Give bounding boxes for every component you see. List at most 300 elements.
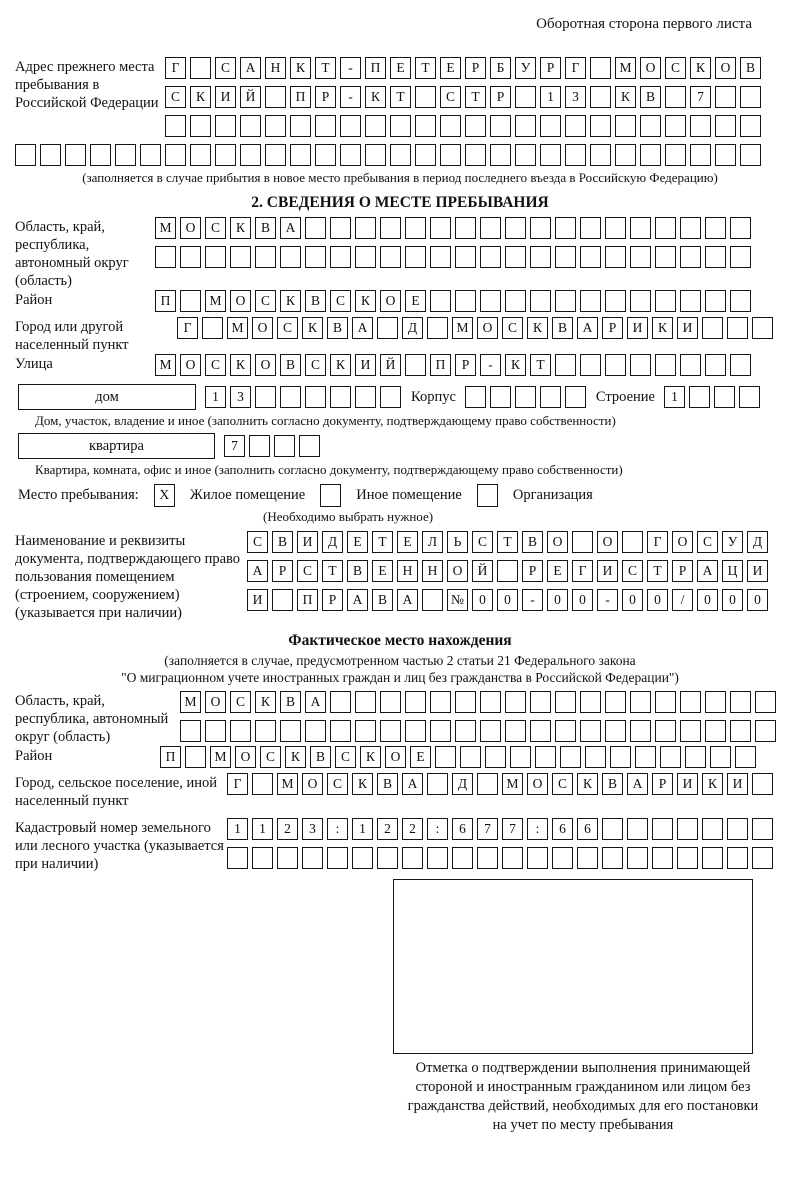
char-box[interactable] xyxy=(627,847,648,869)
char-box[interactable] xyxy=(272,589,293,611)
char-box[interactable]: С xyxy=(277,317,298,339)
char-box[interactable] xyxy=(540,115,561,137)
char-box[interactable]: А xyxy=(627,773,648,795)
char-box[interactable] xyxy=(180,246,201,268)
char-box[interactable]: О xyxy=(547,531,568,553)
char-box[interactable]: С xyxy=(260,746,281,768)
char-box[interactable]: Г xyxy=(227,773,248,795)
char-box[interactable] xyxy=(715,86,736,108)
char-box[interactable]: С xyxy=(165,86,186,108)
char-box[interactable] xyxy=(615,144,636,166)
char-box[interactable]: Г xyxy=(177,317,198,339)
char-box[interactable] xyxy=(330,720,351,742)
char-box[interactable]: К xyxy=(527,317,548,339)
char-box[interactable]: С xyxy=(440,86,461,108)
char-box[interactable]: Е xyxy=(440,57,461,79)
char-box[interactable] xyxy=(555,720,576,742)
char-box[interactable] xyxy=(705,246,726,268)
char-box[interactable]: Б xyxy=(490,57,511,79)
char-box[interactable] xyxy=(680,246,701,268)
char-box[interactable]: И xyxy=(727,773,748,795)
char-box[interactable] xyxy=(580,290,601,312)
char-box[interactable] xyxy=(490,115,511,137)
char-box[interactable] xyxy=(305,386,326,408)
char-box[interactable] xyxy=(690,144,711,166)
char-box[interactable] xyxy=(655,354,676,376)
char-box[interactable]: А xyxy=(280,217,301,239)
char-box[interactable] xyxy=(515,86,536,108)
char-box[interactable] xyxy=(252,847,273,869)
char-box[interactable] xyxy=(352,847,373,869)
char-box[interactable] xyxy=(730,290,751,312)
char-box[interactable]: К xyxy=(352,773,373,795)
char-box[interactable] xyxy=(630,691,651,713)
char-box[interactable]: - xyxy=(522,589,543,611)
char-box[interactable] xyxy=(605,217,626,239)
char-box[interactable] xyxy=(465,115,486,137)
char-box[interactable]: Т xyxy=(315,57,336,79)
char-box[interactable]: А xyxy=(240,57,261,79)
char-box[interactable] xyxy=(630,354,651,376)
char-box[interactable] xyxy=(652,818,673,840)
char-box[interactable]: В xyxy=(310,746,331,768)
char-box[interactable] xyxy=(730,720,751,742)
char-box[interactable]: В xyxy=(640,86,661,108)
char-box[interactable]: 3 xyxy=(230,386,251,408)
char-box[interactable]: С xyxy=(327,773,348,795)
char-box[interactable]: В xyxy=(522,531,543,553)
char-box[interactable] xyxy=(605,246,626,268)
char-box[interactable]: О xyxy=(527,773,548,795)
char-box[interactable] xyxy=(280,720,301,742)
char-box[interactable] xyxy=(405,354,426,376)
char-box[interactable]: И xyxy=(215,86,236,108)
char-box[interactable]: Е xyxy=(347,531,368,553)
char-box[interactable]: 1 xyxy=(205,386,226,408)
char-box[interactable]: М xyxy=(155,354,176,376)
char-box[interactable] xyxy=(705,290,726,312)
char-box[interactable]: И xyxy=(297,531,318,553)
char-box[interactable] xyxy=(635,746,656,768)
char-box[interactable] xyxy=(480,217,501,239)
char-box[interactable]: О xyxy=(205,691,226,713)
char-box[interactable] xyxy=(622,531,643,553)
char-box[interactable] xyxy=(405,691,426,713)
char-box[interactable] xyxy=(165,144,186,166)
char-box[interactable]: Р xyxy=(672,560,693,582)
char-box[interactable] xyxy=(427,847,448,869)
char-box[interactable]: И xyxy=(677,317,698,339)
char-box[interactable]: 1 xyxy=(252,818,273,840)
char-box[interactable] xyxy=(202,317,223,339)
char-box[interactable]: К xyxy=(577,773,598,795)
char-box[interactable] xyxy=(735,746,756,768)
char-box[interactable] xyxy=(377,317,398,339)
char-box[interactable] xyxy=(430,246,451,268)
char-box[interactable] xyxy=(755,691,776,713)
char-box[interactable] xyxy=(505,720,526,742)
char-box[interactable]: Т xyxy=(322,560,343,582)
char-box[interactable]: Р xyxy=(465,57,486,79)
char-box[interactable]: М xyxy=(180,691,201,713)
char-box[interactable] xyxy=(555,217,576,239)
char-box[interactable] xyxy=(740,86,761,108)
char-box[interactable]: И xyxy=(677,773,698,795)
char-box[interactable]: Г xyxy=(572,560,593,582)
char-box[interactable]: К xyxy=(290,57,311,79)
char-box[interactable] xyxy=(305,720,326,742)
char-box[interactable] xyxy=(630,246,651,268)
char-box[interactable] xyxy=(355,386,376,408)
char-box[interactable]: К xyxy=(360,746,381,768)
char-box[interactable] xyxy=(552,847,573,869)
char-box[interactable] xyxy=(630,720,651,742)
char-box[interactable] xyxy=(715,115,736,137)
char-box[interactable] xyxy=(602,847,623,869)
char-box[interactable]: Р xyxy=(540,57,561,79)
char-box[interactable]: Т xyxy=(372,531,393,553)
char-box[interactable] xyxy=(455,290,476,312)
char-box[interactable] xyxy=(665,115,686,137)
char-box[interactable]: 6 xyxy=(552,818,573,840)
char-box[interactable] xyxy=(485,746,506,768)
char-box[interactable] xyxy=(255,246,276,268)
char-box[interactable] xyxy=(530,217,551,239)
char-box[interactable]: Р xyxy=(522,560,543,582)
char-box[interactable]: О xyxy=(640,57,661,79)
char-box[interactable] xyxy=(377,847,398,869)
char-box[interactable]: С xyxy=(472,531,493,553)
char-box[interactable] xyxy=(230,246,251,268)
char-box[interactable] xyxy=(540,144,561,166)
char-box[interactable] xyxy=(652,847,673,869)
char-box[interactable]: 0 xyxy=(472,589,493,611)
char-box[interactable]: В xyxy=(280,354,301,376)
char-box[interactable]: К xyxy=(505,354,526,376)
char-box[interactable] xyxy=(640,144,661,166)
char-box[interactable] xyxy=(299,435,320,457)
char-box[interactable]: 6 xyxy=(577,818,598,840)
char-box[interactable] xyxy=(752,317,773,339)
char-box[interactable]: Д xyxy=(452,773,473,795)
char-box[interactable] xyxy=(702,818,723,840)
char-box[interactable]: 7 xyxy=(477,818,498,840)
char-box[interactable]: Е xyxy=(390,57,411,79)
char-box[interactable] xyxy=(455,217,476,239)
char-box[interactable] xyxy=(215,144,236,166)
char-box[interactable]: С xyxy=(335,746,356,768)
char-box[interactable] xyxy=(565,144,586,166)
char-box[interactable] xyxy=(380,691,401,713)
char-box[interactable]: С xyxy=(305,354,326,376)
char-box[interactable] xyxy=(480,691,501,713)
char-box[interactable] xyxy=(580,246,601,268)
char-box[interactable]: А xyxy=(247,560,268,582)
char-box[interactable] xyxy=(689,386,710,408)
char-box[interactable] xyxy=(655,691,676,713)
char-box[interactable] xyxy=(430,720,451,742)
char-box[interactable]: Р xyxy=(455,354,476,376)
char-box[interactable]: О xyxy=(302,773,323,795)
char-box[interactable]: Т xyxy=(530,354,551,376)
char-box[interactable] xyxy=(315,144,336,166)
char-box[interactable] xyxy=(715,144,736,166)
char-box[interactable]: - xyxy=(340,86,361,108)
char-box[interactable]: О xyxy=(380,290,401,312)
char-box[interactable]: 0 xyxy=(572,589,593,611)
char-box[interactable]: Е xyxy=(547,560,568,582)
char-box[interactable]: : xyxy=(427,818,448,840)
char-box[interactable] xyxy=(530,290,551,312)
char-box[interactable] xyxy=(380,386,401,408)
char-box[interactable] xyxy=(655,290,676,312)
char-box[interactable] xyxy=(530,246,551,268)
char-box[interactable] xyxy=(340,144,361,166)
char-box[interactable]: Н xyxy=(397,560,418,582)
char-box[interactable]: Т xyxy=(415,57,436,79)
char-box[interactable] xyxy=(290,115,311,137)
char-box[interactable]: Т xyxy=(390,86,411,108)
char-box[interactable] xyxy=(465,144,486,166)
char-box[interactable]: В xyxy=(602,773,623,795)
char-box[interactable] xyxy=(565,386,586,408)
char-box[interactable]: Н xyxy=(265,57,286,79)
char-box[interactable] xyxy=(505,246,526,268)
char-box[interactable]: 1 xyxy=(664,386,685,408)
char-box[interactable]: К xyxy=(355,290,376,312)
char-box[interactable] xyxy=(560,746,581,768)
char-box[interactable]: Р xyxy=(490,86,511,108)
char-box[interactable]: 2 xyxy=(377,818,398,840)
char-box[interactable] xyxy=(405,217,426,239)
char-box[interactable]: П xyxy=(160,746,181,768)
char-box[interactable]: 0 xyxy=(647,589,668,611)
char-box[interactable] xyxy=(497,560,518,582)
char-box[interactable] xyxy=(415,86,436,108)
char-box[interactable]: К xyxy=(652,317,673,339)
char-box[interactable] xyxy=(205,246,226,268)
char-box[interactable] xyxy=(590,115,611,137)
char-box[interactable] xyxy=(327,847,348,869)
char-box[interactable] xyxy=(315,115,336,137)
char-box[interactable] xyxy=(155,246,176,268)
char-box[interactable] xyxy=(705,691,726,713)
char-box[interactable] xyxy=(115,144,136,166)
char-box[interactable]: С xyxy=(215,57,236,79)
char-box[interactable]: К xyxy=(285,746,306,768)
char-box[interactable]: : xyxy=(527,818,548,840)
char-box[interactable]: О xyxy=(715,57,736,79)
char-box[interactable] xyxy=(505,691,526,713)
char-box[interactable] xyxy=(685,746,706,768)
char-box[interactable]: И xyxy=(247,589,268,611)
char-box[interactable]: Й xyxy=(380,354,401,376)
char-box[interactable]: 1 xyxy=(540,86,561,108)
char-box[interactable]: С xyxy=(230,691,251,713)
char-box[interactable] xyxy=(705,354,726,376)
char-box[interactable] xyxy=(427,773,448,795)
char-box[interactable]: Ц xyxy=(722,560,743,582)
char-box[interactable]: 2 xyxy=(402,818,423,840)
char-box[interactable] xyxy=(180,720,201,742)
char-box[interactable]: М xyxy=(205,290,226,312)
char-box[interactable] xyxy=(330,217,351,239)
char-box[interactable]: Р xyxy=(272,560,293,582)
char-box[interactable] xyxy=(640,115,661,137)
char-box[interactable] xyxy=(435,746,456,768)
char-box[interactable] xyxy=(727,818,748,840)
char-box[interactable]: 1 xyxy=(227,818,248,840)
char-box[interactable]: Т xyxy=(497,531,518,553)
char-box[interactable]: В xyxy=(552,317,573,339)
char-box[interactable]: 3 xyxy=(302,818,323,840)
char-box[interactable] xyxy=(555,246,576,268)
char-box[interactable] xyxy=(630,290,651,312)
char-box[interactable] xyxy=(490,144,511,166)
char-box[interactable] xyxy=(305,246,326,268)
char-box[interactable] xyxy=(255,386,276,408)
char-box[interactable]: К xyxy=(230,217,251,239)
char-box[interactable] xyxy=(405,246,426,268)
char-box[interactable]: М xyxy=(155,217,176,239)
char-box[interactable]: С xyxy=(502,317,523,339)
char-box[interactable]: Ь xyxy=(447,531,468,553)
char-box[interactable] xyxy=(190,57,211,79)
char-box[interactable] xyxy=(727,847,748,869)
char-box[interactable]: П xyxy=(290,86,311,108)
char-box[interactable]: К xyxy=(365,86,386,108)
char-box[interactable]: К xyxy=(190,86,211,108)
char-box[interactable] xyxy=(730,354,751,376)
char-box[interactable] xyxy=(590,144,611,166)
char-box[interactable] xyxy=(255,720,276,742)
char-box[interactable] xyxy=(590,86,611,108)
char-box[interactable] xyxy=(355,217,376,239)
char-box[interactable]: 7 xyxy=(690,86,711,108)
char-box[interactable]: Л xyxy=(422,531,443,553)
char-box[interactable]: В xyxy=(347,560,368,582)
char-box[interactable] xyxy=(274,435,295,457)
char-box[interactable]: 0 xyxy=(747,589,768,611)
char-box[interactable]: Н xyxy=(422,560,443,582)
char-box[interactable]: Д xyxy=(747,531,768,553)
char-box[interactable] xyxy=(555,691,576,713)
char-box[interactable]: Т xyxy=(647,560,668,582)
char-box[interactable] xyxy=(590,57,611,79)
char-box[interactable] xyxy=(665,144,686,166)
char-box[interactable] xyxy=(555,290,576,312)
char-box[interactable] xyxy=(555,354,576,376)
char-box[interactable]: - xyxy=(597,589,618,611)
char-box[interactable] xyxy=(680,217,701,239)
char-box[interactable] xyxy=(540,386,561,408)
char-box[interactable] xyxy=(230,720,251,742)
char-box[interactable] xyxy=(577,847,598,869)
char-box[interactable] xyxy=(422,589,443,611)
char-box[interactable] xyxy=(90,144,111,166)
char-box[interactable] xyxy=(215,115,236,137)
char-box[interactable] xyxy=(265,144,286,166)
char-box[interactable] xyxy=(65,144,86,166)
char-box[interactable] xyxy=(605,720,626,742)
char-box[interactable] xyxy=(702,847,723,869)
char-box[interactable] xyxy=(365,115,386,137)
char-box[interactable]: Й xyxy=(240,86,261,108)
char-box[interactable] xyxy=(340,115,361,137)
char-box[interactable]: О xyxy=(385,746,406,768)
char-box[interactable]: О xyxy=(235,746,256,768)
char-box[interactable]: - xyxy=(480,354,501,376)
char-box[interactable]: Е xyxy=(397,531,418,553)
char-box[interactable] xyxy=(465,386,486,408)
char-box[interactable] xyxy=(355,691,376,713)
char-box[interactable] xyxy=(660,746,681,768)
char-box[interactable]: С xyxy=(205,354,226,376)
char-box[interactable] xyxy=(740,115,761,137)
char-box[interactable]: К xyxy=(255,691,276,713)
char-box[interactable] xyxy=(580,354,601,376)
char-box[interactable] xyxy=(165,115,186,137)
char-box[interactable]: О xyxy=(230,290,251,312)
char-box[interactable] xyxy=(205,720,226,742)
char-box[interactable]: О xyxy=(252,317,273,339)
char-box[interactable]: М xyxy=(210,746,231,768)
char-box[interactable]: О xyxy=(597,531,618,553)
char-box[interactable] xyxy=(227,847,248,869)
char-box[interactable]: / xyxy=(672,589,693,611)
char-box[interactable] xyxy=(249,435,270,457)
char-box[interactable] xyxy=(180,290,201,312)
char-box[interactable]: С xyxy=(552,773,573,795)
char-box[interactable] xyxy=(477,773,498,795)
char-box[interactable]: 7 xyxy=(224,435,245,457)
char-box[interactable]: О xyxy=(477,317,498,339)
char-box[interactable] xyxy=(415,144,436,166)
char-box[interactable]: С xyxy=(330,290,351,312)
char-box[interactable]: А xyxy=(347,589,368,611)
char-box[interactable] xyxy=(572,531,593,553)
char-box[interactable] xyxy=(530,720,551,742)
char-box[interactable] xyxy=(752,773,773,795)
char-box[interactable] xyxy=(730,246,751,268)
char-box[interactable] xyxy=(390,144,411,166)
char-box[interactable] xyxy=(330,386,351,408)
char-box[interactable] xyxy=(430,290,451,312)
char-box[interactable]: М xyxy=(277,773,298,795)
char-box[interactable] xyxy=(185,746,206,768)
char-box[interactable]: М xyxy=(502,773,523,795)
char-box[interactable] xyxy=(655,246,676,268)
char-box[interactable] xyxy=(655,217,676,239)
char-box[interactable]: Р xyxy=(315,86,336,108)
char-box[interactable] xyxy=(477,847,498,869)
char-box[interactable]: У xyxy=(515,57,536,79)
char-box[interactable]: С xyxy=(205,217,226,239)
char-box[interactable]: К xyxy=(302,317,323,339)
char-box[interactable] xyxy=(677,847,698,869)
char-box[interactable] xyxy=(302,847,323,869)
char-box[interactable] xyxy=(427,317,448,339)
char-box[interactable]: 0 xyxy=(697,589,718,611)
char-box[interactable]: 0 xyxy=(497,589,518,611)
char-box[interactable] xyxy=(680,720,701,742)
char-box[interactable]: А xyxy=(397,589,418,611)
char-box[interactable] xyxy=(739,386,760,408)
char-box[interactable] xyxy=(355,246,376,268)
char-box[interactable]: С xyxy=(697,531,718,553)
char-box[interactable] xyxy=(585,746,606,768)
char-box[interactable] xyxy=(677,818,698,840)
